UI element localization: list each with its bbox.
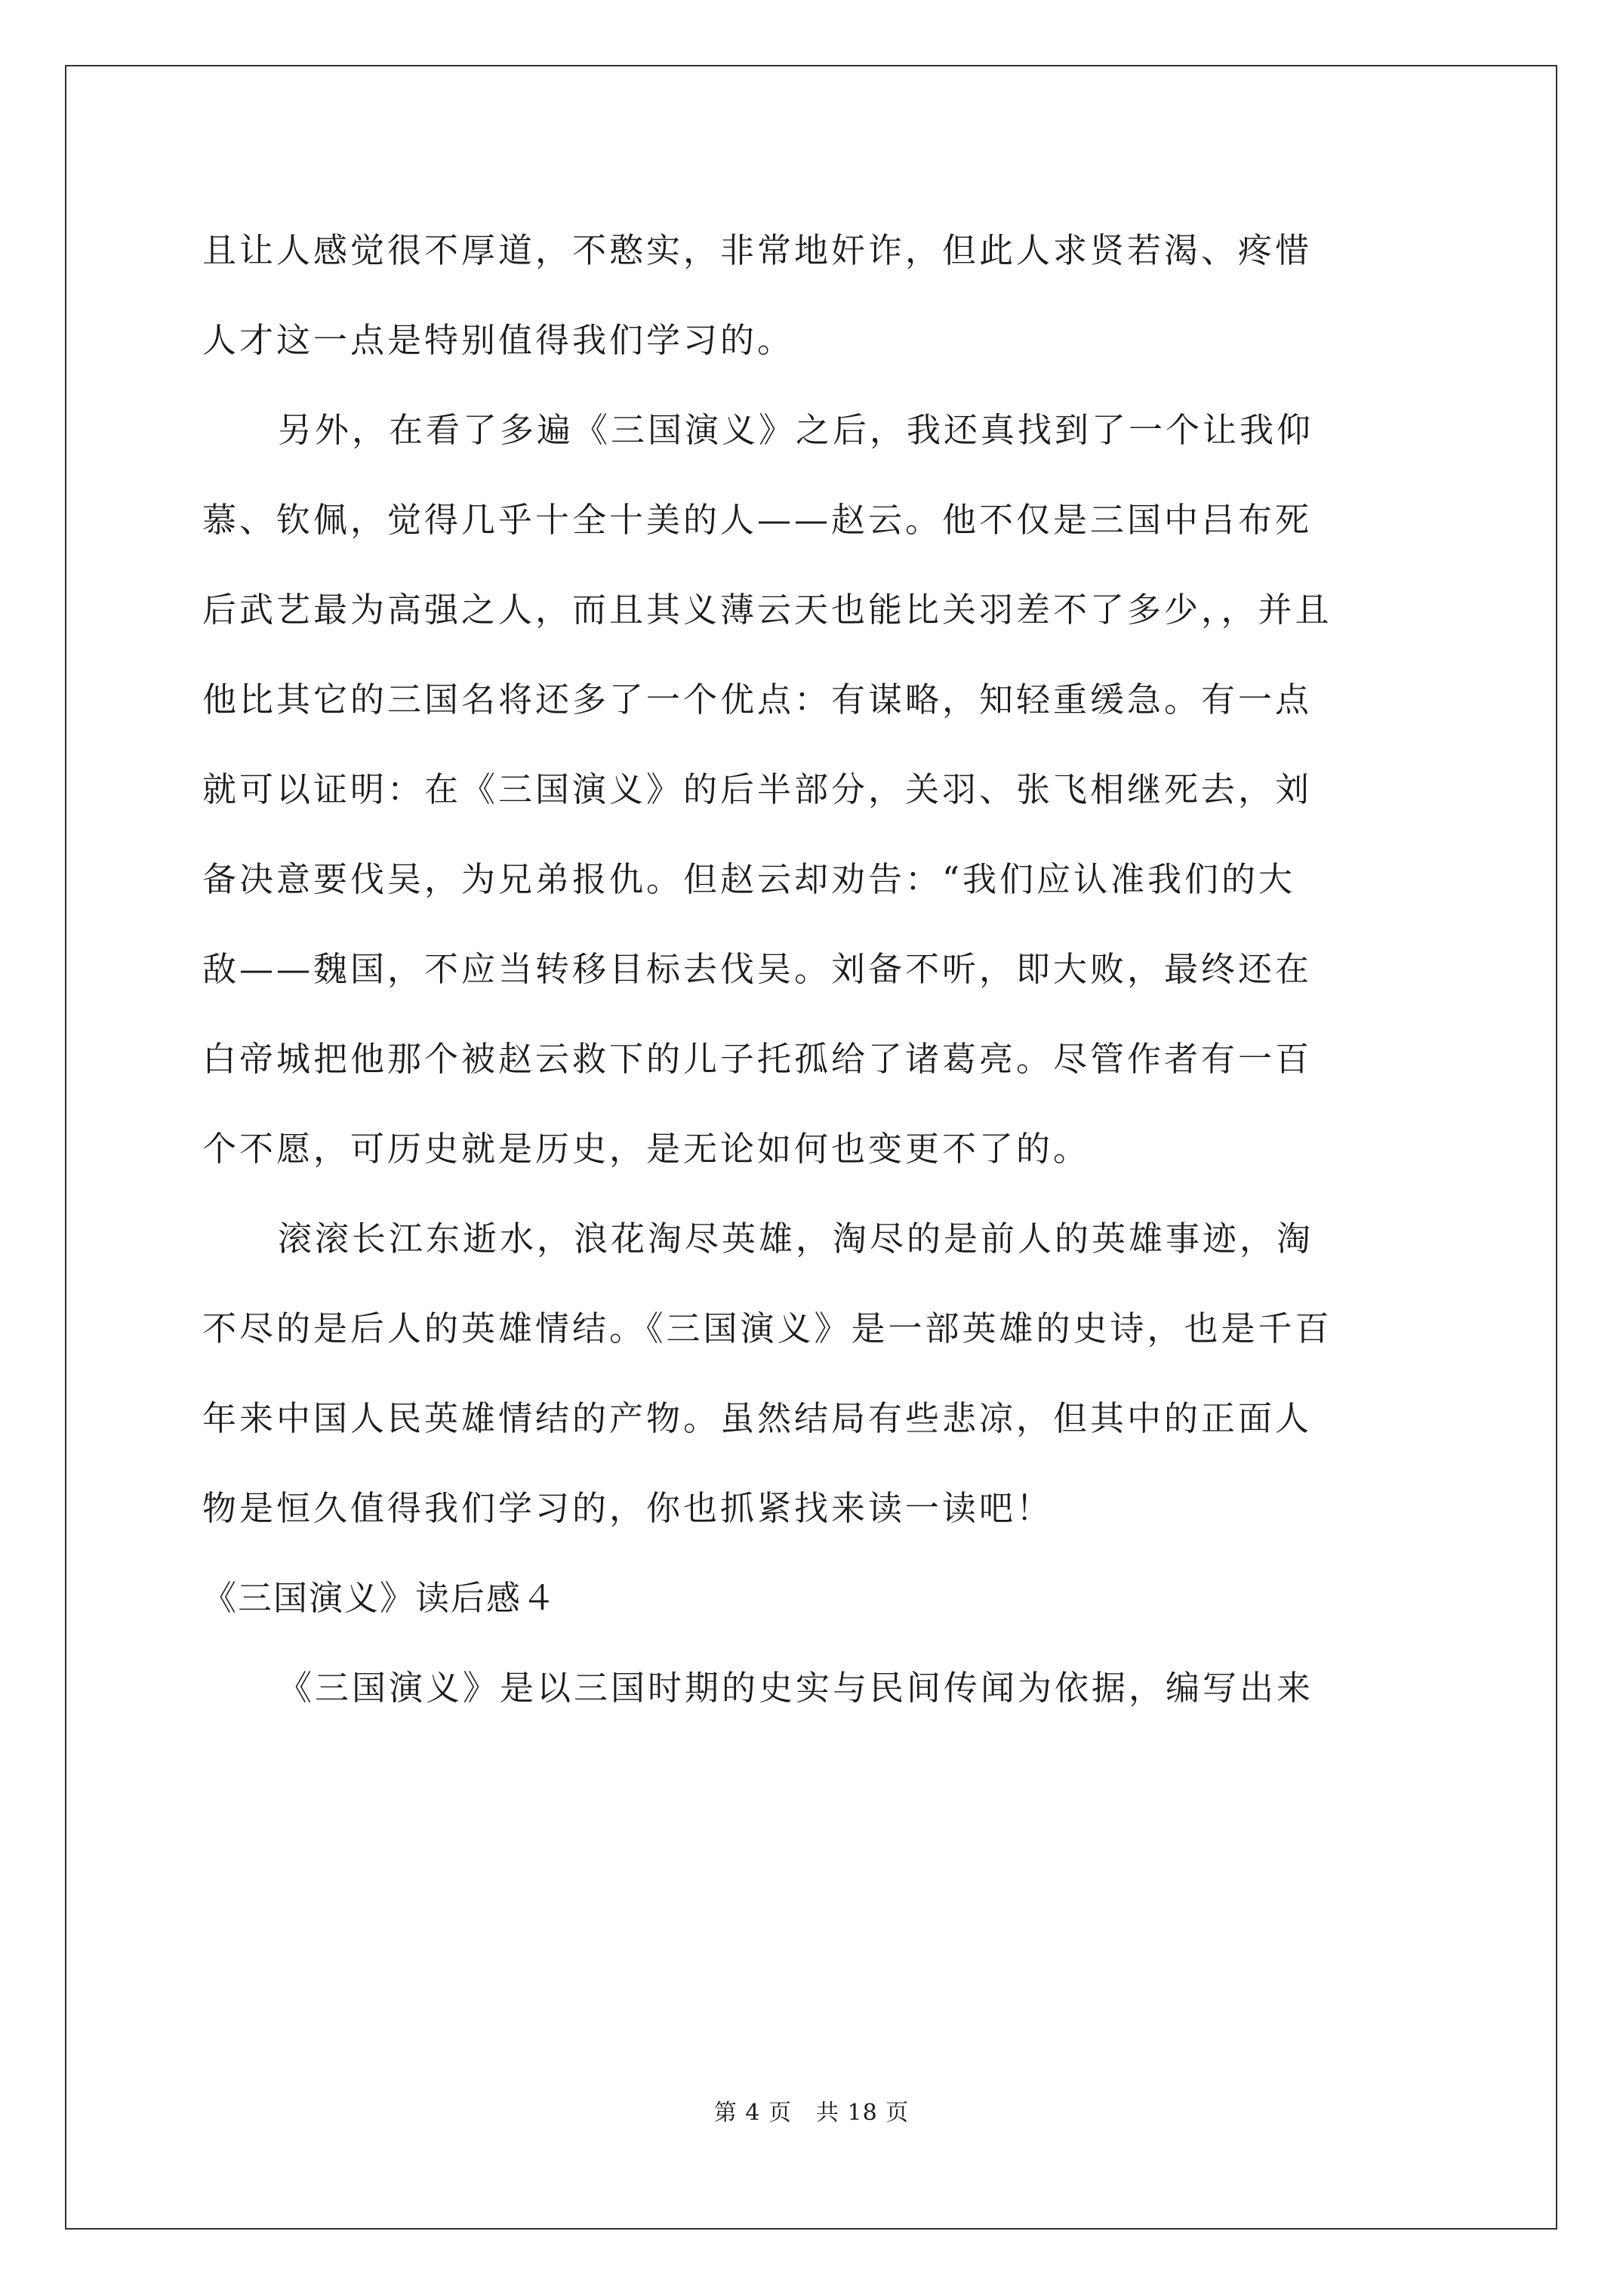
text-line: 物是恒久值得我们学习的，你也抓紧找来读一读吧！: [202, 1488, 1054, 1528]
text-line: 人才这一点是特别值得我们学习的。: [202, 320, 795, 360]
paragraph-start-line: 另外，在看了多遍《三国演义》之后，我还真找到了一个让我仰: [278, 410, 1314, 450]
text-line: 敌——魏国，不应当转移目标去伐吴。刘备不听，即大败，最终还在: [202, 949, 1313, 989]
text-line: 备决意要伐吴，为兄弟报仇。但赵云却劝告：“我们应认准我们的大: [202, 859, 1296, 899]
section-heading: 《三国演义》读后感４: [202, 1578, 558, 1618]
page-total: 共 18 页: [815, 2100, 910, 2126]
text-line: 年来中国人民英雄情结的产物。虽然结局有些悲凉，但其中的正面人: [202, 1398, 1313, 1438]
text-line: 后武艺最为高强之人，而且其义薄云天也能比关羽差不了多少，，并且: [202, 590, 1332, 630]
text-line: 且让人感觉很不厚道，不憨实，非常地奸诈，但此人求贤若渴、疼惜: [202, 230, 1313, 270]
text-line: 他比其它的三国名将还多了一个优点：有谋略，知轻重缓急。有一点: [202, 680, 1313, 720]
text-line: 白帝城把他那个被赵云救下的儿子托孤给了诸葛亮。尽管作者有一百: [202, 1039, 1313, 1079]
text-line: 个不愿，可历史就是历史，是无论如何也变更不了的。: [202, 1129, 1091, 1169]
document-body: [202, 205, 1425, 1733]
text-line: 不尽的是后人的英雄情结。《三国演义》是一部英雄的史诗，也是千百: [202, 1308, 1332, 1348]
text-line: 就可以证明：在《三国演义》的后半部分，关羽、张飞相继死去，刘: [202, 769, 1313, 809]
paragraph-start-line: 滚滚长江东逝水，浪花淘尽英雄，淘尽的是前人的英雄事迹，淘: [278, 1219, 1314, 1259]
text-line: 慕、钦佩，觉得几乎十全十美的人——赵云。他不仅是三国中吕布死: [202, 500, 1313, 540]
paragraph-start-line: 《三国演义》是以三国时期的史实与民间传闻为依据，编写出来: [278, 1668, 1314, 1708]
page-footer: [0, 2094, 1623, 2127]
page-number: 第 4 页: [713, 2100, 792, 2126]
